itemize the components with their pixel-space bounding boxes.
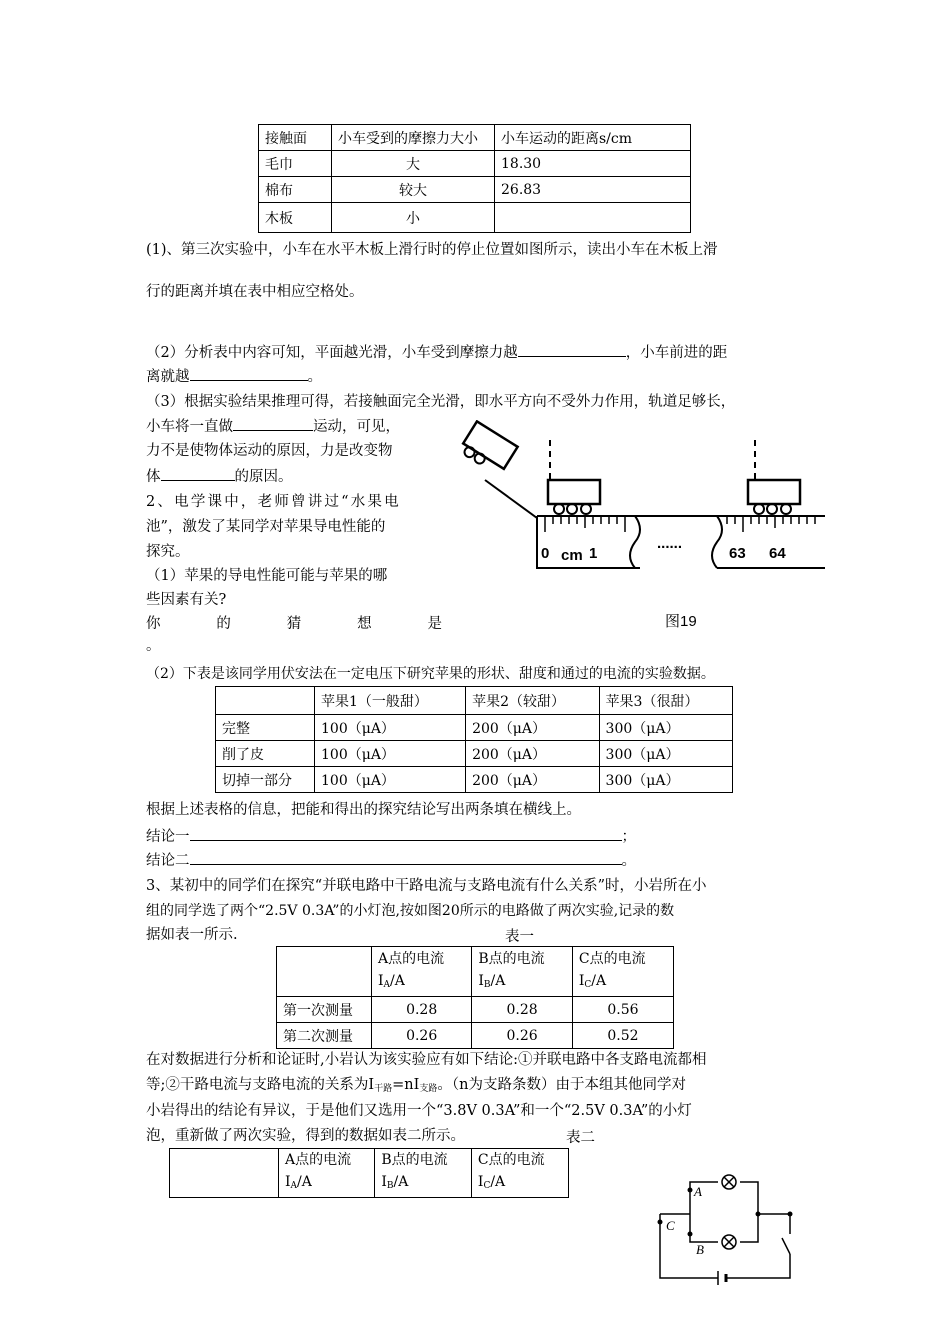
analysis-line1: 在对数据进行分析和论证时,小岩认为该实验应有如下结论:①并联电路中各支路电流都相 bbox=[146, 1052, 707, 1068]
table-cell: 0.28 bbox=[372, 997, 472, 1023]
guess-end: 。 bbox=[146, 638, 161, 654]
table-header: C点的电流 $I_C/A$ bbox=[471, 1149, 568, 1198]
analysis-line3: 小岩得出的结论有异议，于是他们又选用一个“3.8V 0.3A”和一个“2.5V 0.3A”的小灯 bbox=[146, 1103, 692, 1119]
table-header-empty bbox=[277, 947, 372, 997]
table-cell: 18.30 bbox=[495, 151, 691, 177]
conclusion-end: 。 bbox=[621, 853, 636, 869]
p3-line1: 3、某初中的同学们在探究“并联电路中干路电流与支路电流有什么关系”时，小岩所在小 bbox=[146, 878, 707, 894]
q3-text: 运动，可见， bbox=[313, 419, 400, 435]
ruler-label-63: 63 bbox=[729, 545, 746, 562]
table-header: A点的电流 $I_A/A$ bbox=[279, 1149, 375, 1198]
table-cell: 100（μA） bbox=[315, 767, 466, 793]
table-cell: 毛巾 bbox=[259, 151, 332, 177]
table2-label: 表二 bbox=[566, 1130, 595, 1146]
figure-19-ruler-diagram bbox=[455, 420, 830, 635]
q3-text: 的原因。 bbox=[234, 469, 293, 485]
table-cell: 0.26 bbox=[472, 1023, 573, 1049]
table-header: 小车受到的摩擦力大小 bbox=[332, 125, 495, 151]
table-cell: 200（μA） bbox=[466, 715, 599, 741]
car-on-ramp-icon bbox=[458, 421, 517, 476]
q3-line-b bbox=[146, 416, 400, 437]
answer-blank[interactable] bbox=[161, 466, 235, 481]
table-cell: 100（μA） bbox=[315, 741, 466, 767]
guess-word: 想 bbox=[357, 616, 372, 632]
q2-line-b bbox=[146, 366, 322, 387]
q3-line-a: （3）根据实验结果推理可得，若接触面完全光滑，即水平方向不受外力作用，轨道足够长， bbox=[146, 394, 736, 410]
table-header-empty bbox=[170, 1149, 279, 1198]
table-cell: 0.52 bbox=[572, 1023, 673, 1049]
q3-text: 体 bbox=[146, 469, 161, 485]
ruler-label-0: 0 bbox=[541, 545, 550, 562]
q2-text: 。 bbox=[307, 369, 322, 385]
answer-blank[interactable] bbox=[190, 850, 622, 865]
p3-line2: 组的同学选了两个“2.5V 0.3A”的小灯泡,按如图20所示的电路做了两次实验,记录的数 bbox=[146, 903, 675, 919]
guess-line bbox=[146, 614, 442, 634]
answer-blank[interactable] bbox=[518, 342, 626, 357]
guess-word: 你 bbox=[146, 616, 161, 632]
conclusion-1 bbox=[146, 826, 636, 847]
analysis-line4: 泡，重新做了两次实验，得到的数据如表二所示。 bbox=[146, 1128, 465, 1144]
answer-blank[interactable] bbox=[190, 826, 622, 841]
p2-line2: 池”，激发了某同学对苹果导电性能的 bbox=[146, 519, 386, 535]
table-cell: 0.56 bbox=[572, 997, 673, 1023]
p2-sub1-line2: 些因素有关? bbox=[146, 592, 227, 608]
q3-line-d bbox=[146, 466, 293, 487]
p2-line3: 探究。 bbox=[146, 544, 190, 560]
table-header: C点的电流 $I_C/A$ bbox=[572, 947, 673, 997]
analysis-line2: 等;②干路电流与支路电流的关系为$I_{干路}=nI_{支路}$。（n为支路条数）由于本组其他同学对 bbox=[146, 1077, 686, 1094]
table-header: 小车运动的距离s/cm bbox=[495, 125, 691, 151]
conclusion-2 bbox=[146, 850, 636, 871]
table-cell: 300（μA） bbox=[599, 741, 732, 767]
conclusion-label: 结论二 bbox=[146, 853, 190, 869]
table-cell: 完整 bbox=[216, 715, 315, 741]
table-cell: 切掉一部分 bbox=[216, 767, 315, 793]
guess-word: 是 bbox=[427, 616, 442, 632]
table-cell: 较大 bbox=[332, 177, 495, 203]
table-cell: 第二次测量 bbox=[277, 1023, 372, 1049]
table-cell: 200（μA） bbox=[466, 767, 599, 793]
table-cell: 第一次测量 bbox=[277, 997, 372, 1023]
ruler-label-dots: ...... bbox=[657, 535, 683, 552]
table-cell: 小 bbox=[332, 203, 495, 233]
table-header: B点的电流 $I_B/A$ bbox=[375, 1149, 472, 1198]
q1-line-b: 行的距离并填在表中相应空格处。 bbox=[146, 284, 364, 300]
ruler-label-1: 1 bbox=[589, 545, 598, 562]
ruler-label-unit: cm bbox=[561, 547, 583, 564]
figure-caption: 图19 bbox=[665, 613, 697, 630]
circuit-label-a: A bbox=[694, 1184, 702, 1199]
q3-text: 小车将一直做 bbox=[146, 419, 233, 435]
table-header: A点的电流 $I_A/A$ bbox=[372, 947, 472, 997]
q3-line-c: 力不是使物体运动的原因，力是改变物 bbox=[146, 443, 393, 459]
answer-blank[interactable] bbox=[233, 416, 313, 431]
guess-word: 猜 bbox=[286, 616, 302, 632]
p3-line3: 据如表一所示. bbox=[146, 927, 238, 943]
table-cell: 棉布 bbox=[259, 177, 332, 203]
conclusion-end: ； bbox=[621, 829, 636, 845]
circuit-label-c: C bbox=[666, 1218, 675, 1233]
ruler-label-64: 64 bbox=[769, 545, 786, 562]
p2-sub1-line1: （1）苹果的导电性能可能与苹果的哪 bbox=[146, 568, 388, 584]
table-cell: 0.26 bbox=[372, 1023, 472, 1049]
table-cell: 削了皮 bbox=[216, 741, 315, 767]
table-cell-empty bbox=[495, 203, 691, 233]
table-header bbox=[216, 687, 315, 715]
p2-sub2: （2）下表是该同学用伏安法在一定电压下研究苹果的形状、甜度和通过的电流的实验数据。 bbox=[146, 666, 715, 682]
circuit-label-b: B bbox=[696, 1242, 704, 1257]
table-header: 苹果2（较甜） bbox=[466, 687, 599, 715]
table-cell: 木板 bbox=[259, 203, 332, 233]
conclusion-intro: 根据上述表格的信息，把能和得出的探究结论写出两条填在横线上。 bbox=[146, 802, 581, 818]
p2-line1: 2、电学课中，老师曾讲过“水果电 bbox=[146, 494, 401, 510]
current-table-1 bbox=[276, 946, 674, 1049]
table-cell: 100（μA） bbox=[315, 715, 466, 741]
circuit-diagram bbox=[650, 1170, 810, 1290]
table-header: 接触面 bbox=[259, 125, 332, 151]
table-cell: 26.83 bbox=[495, 177, 691, 203]
table-header: 苹果3（很甜） bbox=[599, 687, 732, 715]
table-cell: 300（μA） bbox=[599, 767, 732, 793]
current-table-2 bbox=[169, 1148, 569, 1198]
car-end-icon bbox=[748, 480, 800, 514]
table1-label: 表一 bbox=[505, 929, 534, 945]
q1-line-a: (1)、第三次实验中，小车在水平木板上滑行时的停止位置如图所示，读出小车在木板上滑 bbox=[146, 242, 718, 258]
apple-table bbox=[215, 686, 733, 793]
table-cell: 大 bbox=[332, 151, 495, 177]
conclusion-label: 结论一 bbox=[146, 829, 190, 845]
q2-text: （2）分析表中内容可知，平面越光滑，小车受到摩擦力越 bbox=[146, 345, 518, 361]
table-cell: 0.28 bbox=[472, 997, 573, 1023]
q2-text: 离就越 bbox=[146, 369, 190, 385]
table-cell: 300（μA） bbox=[599, 715, 732, 741]
table-header: B点的电流 $I_B/A$ bbox=[472, 947, 573, 997]
guess-word: 的 bbox=[216, 616, 231, 632]
q2-line-a bbox=[146, 342, 727, 363]
friction-table bbox=[258, 124, 691, 233]
q2-text: ，小车前进的距 bbox=[625, 345, 728, 361]
answer-blank[interactable] bbox=[190, 366, 308, 381]
table-cell: 200（μA） bbox=[466, 741, 599, 767]
table-header: 苹果1（一般甜） bbox=[315, 687, 466, 715]
car-start-icon bbox=[548, 480, 600, 514]
